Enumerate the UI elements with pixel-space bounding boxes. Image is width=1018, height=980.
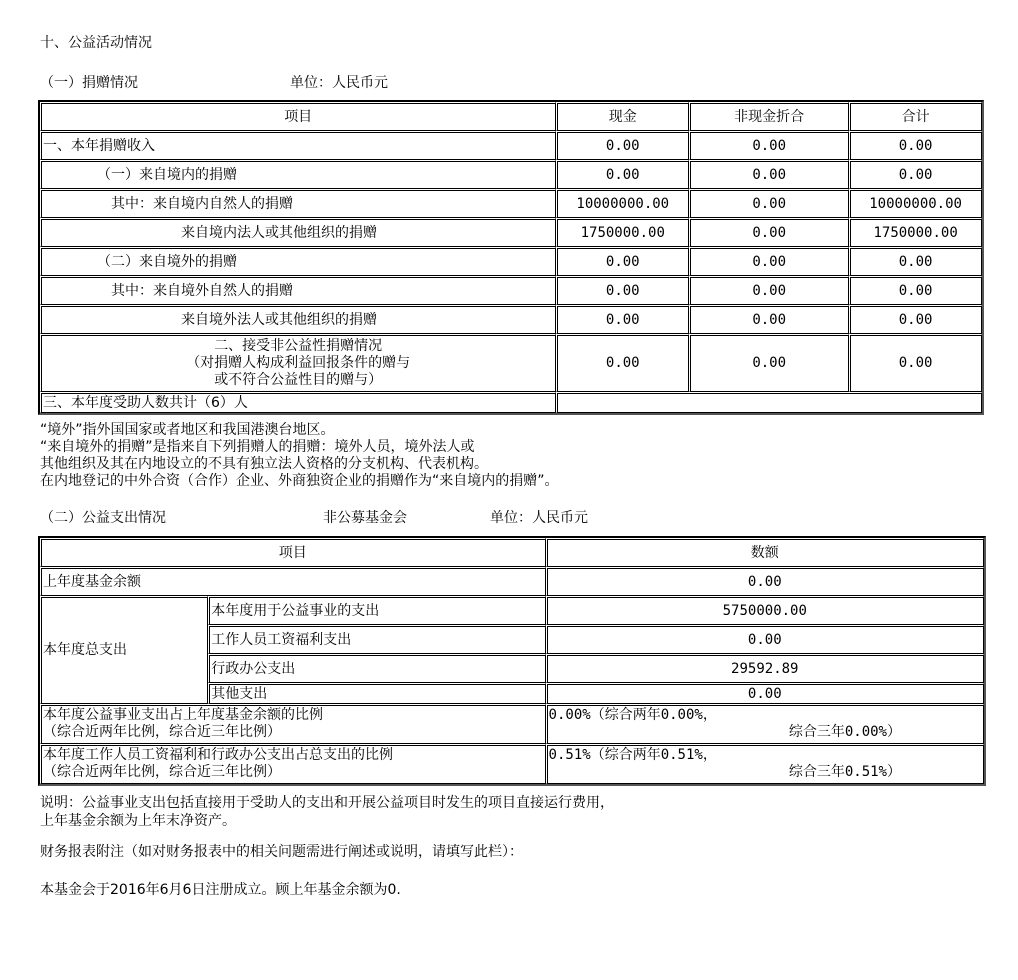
row-label: 其中：来自境内自然人的捐赠	[40, 189, 556, 218]
table-row	[40, 218, 982, 247]
sub-item-label: 工作人员工资福利支出	[208, 625, 545, 654]
total-value: 0.00	[849, 247, 982, 276]
table-row	[40, 567, 984, 596]
table-row	[40, 704, 984, 744]
ratio2-value-line2: 综合三年0.51%）	[788, 764, 901, 780]
row-label: （一）来自境内的捐赠	[40, 160, 556, 189]
expense-explain	[40, 794, 614, 830]
sub-item-label: 本年度用于公益事业的支出	[208, 596, 545, 625]
total-value: 0.00	[849, 305, 982, 334]
donation-table	[38, 100, 984, 415]
cash-value: 0.00	[556, 131, 689, 160]
table-row	[40, 189, 982, 218]
table-row	[40, 160, 982, 189]
table-row	[40, 276, 982, 305]
table-row	[40, 247, 982, 276]
ratio1-value	[546, 704, 984, 744]
table-row	[40, 131, 982, 160]
row-label: 来自境内法人或其他组织的捐赠	[40, 218, 556, 247]
sub-item-value: 29592.89	[546, 654, 984, 683]
table-row	[40, 305, 982, 334]
ratio2-label-line2: （综合近两年比例，综合近三年比例）	[43, 764, 281, 780]
row-label: （二）来自境外的捐赠	[40, 247, 556, 276]
non-public-line1: 二、接受非公益性捐赠情况	[214, 337, 383, 354]
header-amount: 数额	[546, 538, 984, 567]
ratio2-label	[40, 744, 546, 784]
cash-value: 0.00	[556, 247, 689, 276]
appendix-content: 本基金会于2016年6月6日注册成立。顾上年基金余额为0.	[40, 882, 401, 898]
ratio2-label-line1: 本年度工作人员工资福利和行政办公支出占总支出的比例	[43, 747, 393, 763]
beneficiaries-value	[556, 392, 982, 413]
ratio1-label	[40, 704, 546, 744]
header-cash: 现金	[556, 102, 689, 131]
table-row	[40, 744, 984, 784]
noncash-value: 0.00	[689, 305, 849, 334]
noncash-value: 0.00	[689, 189, 849, 218]
expense-table	[38, 536, 986, 786]
donation-unit: 单位：人民币元	[290, 75, 388, 91]
cash-value: 0.00	[556, 305, 689, 334]
noncash-value: 0.00	[689, 218, 849, 247]
section-title: 十、公益活动情况	[40, 35, 152, 51]
table-row	[40, 392, 982, 413]
cash-value: 10000000.00	[556, 189, 689, 218]
noncash-value: 0.00	[689, 334, 849, 392]
prior-balance-value: 0.00	[546, 567, 984, 596]
sub-item-label: 其他支出	[208, 683, 545, 704]
header-total: 合计	[849, 102, 982, 131]
total-value: 0.00	[849, 160, 982, 189]
cash-value: 0.00	[556, 160, 689, 189]
table-row	[40, 596, 984, 625]
total-value: 0.00	[849, 334, 982, 392]
row-label: 来自境外法人或其他组织的捐赠	[40, 305, 556, 334]
beneficiaries-label: 三、本年度受助人数共计（6）人	[40, 392, 556, 413]
ratio1-label-line2: （综合近两年比例，综合近三年比例）	[43, 724, 281, 740]
expense-subtitle: （二）公益支出情况	[40, 510, 166, 526]
cash-value: 1750000.00	[556, 218, 689, 247]
header-item: 项目	[40, 538, 546, 567]
ratio1-label-line1: 本年度公益事业支出占上年度基金余额的比例	[43, 707, 323, 723]
note-line: 在内地登记的中外合资（合作）企业、外商独资企业的捐赠作为“来自境内的捐赠”。	[40, 473, 559, 489]
appendix-title: 财务报表附注（如对财务报表中的相关问题需进行阐述或说明，请填写此栏）：	[40, 844, 523, 860]
row-label: 其中：来自境外自然人的捐赠	[40, 276, 556, 305]
noncash-value: 0.00	[689, 160, 849, 189]
noncash-value: 0.00	[689, 276, 849, 305]
donation-subtitle: （一）捐赠情况	[40, 75, 138, 91]
sub-item-value: 5750000.00	[546, 596, 984, 625]
expense-unit: 单位：人民币元	[490, 510, 588, 526]
non-public-line2: （对捐赠人构成利益回报条件的赠与	[186, 354, 411, 371]
sub-item-value: 0.00	[546, 683, 984, 704]
non-public-label	[40, 334, 556, 392]
note-line: 其他组织及其在内地设立的不具有独立法人资格的分支机构、代表机构。	[40, 456, 488, 472]
total-value: 0.00	[849, 276, 982, 305]
ratio2-value	[546, 744, 984, 784]
header-noncash: 非现金折合	[689, 102, 849, 131]
ratio1-value-line1: 0.00%（综合两年0.00%，	[548, 707, 717, 723]
ratio1-value-line2: 综合三年0.00%）	[788, 724, 901, 740]
header-item: 项目	[40, 102, 556, 131]
cash-value: 0.00	[556, 334, 689, 392]
total-value: 0.00	[849, 131, 982, 160]
explain-line: 上年基金余额为上年末净资产。	[40, 813, 236, 829]
note-line: “来自境外的捐赠”是指来自下列捐赠人的捐赠：境外人员，境外法人或	[40, 439, 475, 455]
explain-line: 说明：公益事业支出包括直接用于受助人的支出和开展公益项目时发生的项目直接运行费用，	[40, 795, 614, 811]
org-type: 非公募基金会	[323, 510, 407, 526]
row-label: 一、本年捐赠收入	[40, 131, 556, 160]
non-public-line3: 或不符合公益性目的赠与）	[214, 371, 383, 388]
donation-notes	[40, 422, 559, 490]
table-row	[40, 334, 982, 392]
total-value: 1750000.00	[849, 218, 982, 247]
ratio2-value-line1: 0.51%（综合两年0.51%，	[548, 747, 717, 763]
sub-item-label: 行政办公支出	[208, 654, 545, 683]
noncash-value: 0.00	[689, 131, 849, 160]
prior-balance-label: 上年度基金余额	[40, 567, 546, 596]
total-value: 10000000.00	[849, 189, 982, 218]
sub-item-value: 0.00	[546, 625, 984, 654]
note-line: “境外”指外国国家或者地区和我国港澳台地区。	[40, 422, 335, 438]
noncash-value: 0.00	[689, 247, 849, 276]
cash-value: 0.00	[556, 276, 689, 305]
total-expense-label: 本年度总支出	[40, 596, 208, 704]
